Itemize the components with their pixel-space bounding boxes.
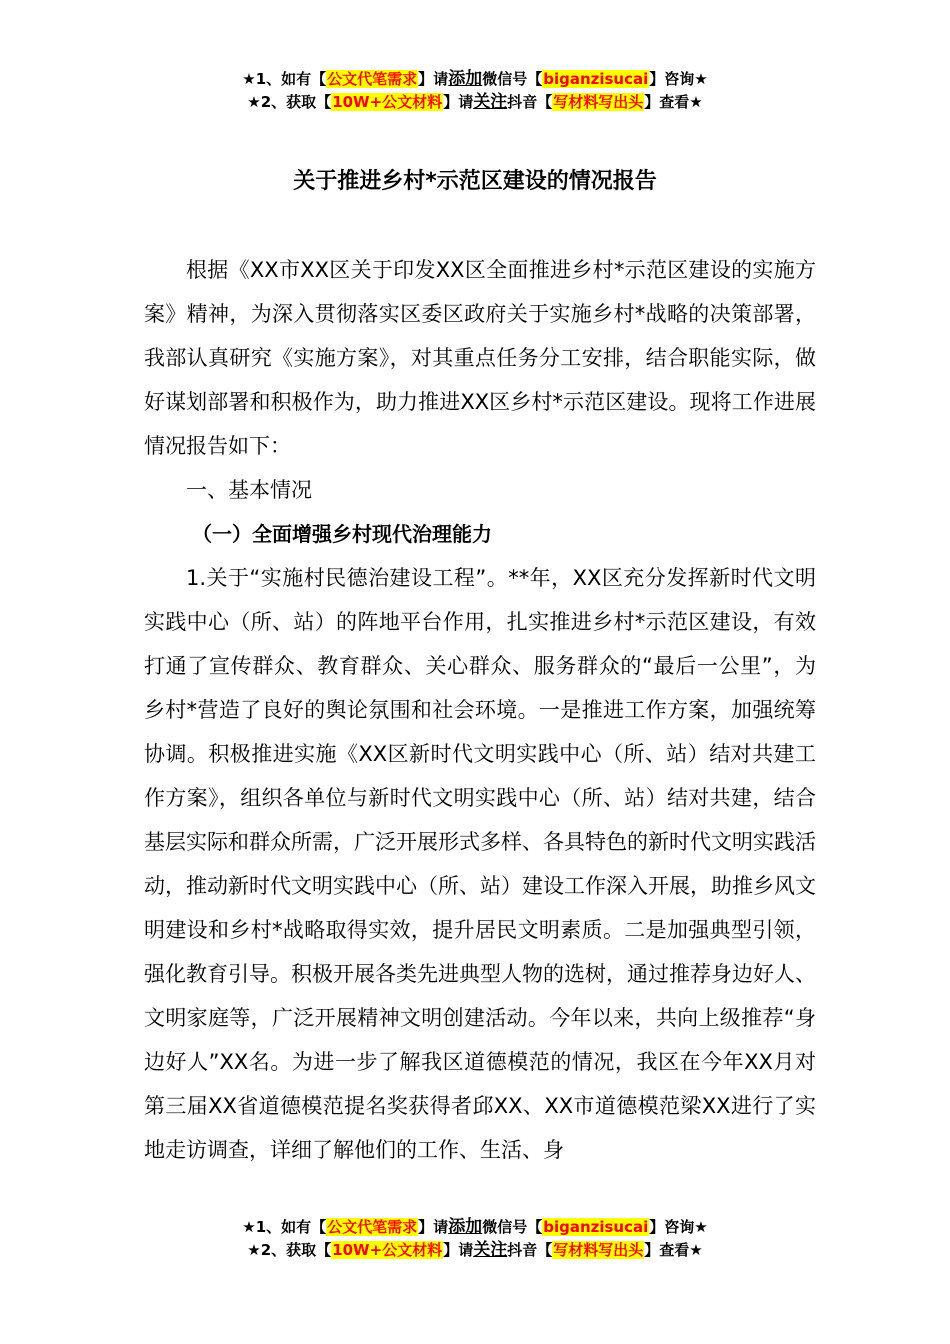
document-body: [144, 248, 816, 1172]
section-heading: 一、基本情况: [186, 478, 312, 502]
banner-text: 】请: [418, 70, 449, 88]
header-banner: [0, 68, 950, 114]
banner-line-1: [0, 68, 950, 91]
banner-underlined: 关注: [473, 92, 508, 112]
banner-text: 抖音【: [507, 93, 553, 111]
banner-underlined: 添加: [448, 69, 483, 89]
banner-text: 微信号【: [482, 70, 543, 88]
banner-highlight: biganzisucai: [543, 1218, 649, 1236]
footer-banner: [0, 1216, 950, 1262]
banner-underlined: 关注: [473, 1240, 508, 1260]
intro-paragraph: 根据《XX市XX区关于印发XX区全面推进乡村*示范区建设的实施方案》精神，为深入贯彻落实区委区政府关于实施乡村*战略的决策部署，我部认真研究《实施方案》，对其重点任务分工安排，结合职能实际，做好谋划部署和积极作为，助力推进XX区乡村*示范区建设。现将工作进展情况报告如下：: [144, 258, 816, 458]
document-title: 关于推进乡村*示范区建设的情况报告: [293, 169, 657, 194]
banner-text: ★1、如有【: [242, 1218, 327, 1236]
banner-line-1: [0, 1216, 950, 1239]
banner-text: 】请: [418, 1218, 449, 1236]
banner-text: 】咨询★: [649, 70, 708, 88]
banner-highlight: 写材料写出头: [553, 93, 644, 111]
banner-highlight: biganzisucai: [543, 70, 649, 88]
banner-text: 抖音【: [507, 1241, 553, 1259]
banner-highlight: 公文代笔需求: [327, 70, 418, 88]
banner-highlight: 公文代笔需求: [327, 1218, 418, 1236]
banner-text: 】请: [443, 93, 474, 111]
banner-text: ★2、获取【: [247, 1241, 332, 1259]
banner-text: ★2、获取【: [247, 93, 332, 111]
subsection-heading: （一）全面增强乡村现代治理能力: [192, 522, 492, 546]
banner-text: 】请: [443, 1241, 474, 1259]
banner-underlined: 添加: [448, 1217, 483, 1237]
banner-highlight: 10W+公文材料: [332, 93, 443, 111]
banner-text: ★1、如有【: [242, 70, 327, 88]
banner-text: 】查看★: [644, 1241, 703, 1259]
banner-line-2: [0, 1239, 950, 1262]
banner-highlight: 写材料写出头: [553, 1241, 644, 1259]
banner-highlight: 10W+公文材料: [332, 1241, 443, 1259]
banner-line-2: [0, 91, 950, 114]
banner-text: 】咨询★: [649, 1218, 708, 1236]
banner-text: 微信号【: [482, 1218, 543, 1236]
body-paragraph: 1.关于“实施村民德治建设工程”。**年，XX区充分发挥新时代文明实践中心（所、站）的阵地平台作用，扎实推进乡村*示范区建设，有效打通了宣传群众、教育群众、关心群众、服务群众的“最后一公里”，为乡村*营造了良好的舆论氛围和社会环境。一是推进工作方案，加强统筹协调。积极推进实施《XX区新时代文明实践中心（所、站）结对共建工作方案》，组织各单位与新时代文明实践中心（所、站）结对共建，结合基层实际和群众所需，广泛开展形式多样、各具特色的新时代文明实践活动，推动新时代文明实践中心（所、站）建设工作深入开展，助推乡风文明建设和乡村*战略取得实效，提升居民文明素质。二是加强典型引领，强化教育引导。积极开展各类先进典型人物的选树，通过推荐身边好人、文明家庭等，广泛开展精神文明创建活动。今年以来，共向上级推荐“身边好人”XX名。为进一步了解我区道德模范的情况，我区在今年XX月对第三届XX省道德模范提名奖获得者邱XX、XX市道德模范梁XX进行了实地走访调查，详细了解他们的工作、生活、身: [144, 566, 816, 1162]
banner-text: 】查看★: [644, 93, 703, 111]
